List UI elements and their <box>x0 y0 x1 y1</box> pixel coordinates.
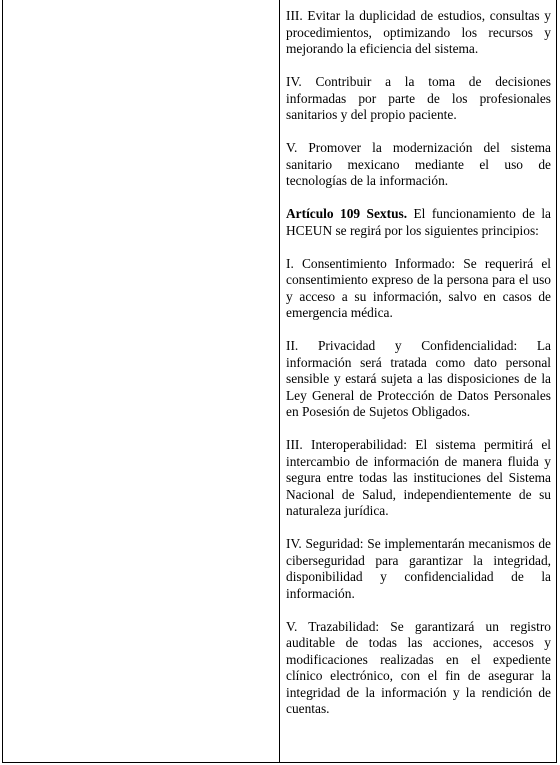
principle-privacidad <box>286 338 551 421</box>
paragraph-text: El funcionamiento de la HCEUN se regirá por los siguientes principios: <box>286 206 551 238</box>
paragraph-item-v-promover <box>286 140 551 190</box>
paragraph-text: IV. Seguridad: Se implementarán mecanismos de ciberseguridad para garantizar la integridad, disponibilidad y confidencialidad de la información. <box>286 536 551 601</box>
left-column-empty-cell <box>3 0 280 762</box>
right-column-cell <box>280 0 556 762</box>
article-number: Artículo 109 Sextus. <box>286 206 408 221</box>
comparison-table <box>2 0 557 763</box>
article-heading-paragraph <box>286 206 551 239</box>
paragraph-text: I. Consentimiento Informado: Se requerirá el consentimiento expreso de la persona para el uso y acceso a su información, salvo en casos de emergencia médica. <box>286 255 551 320</box>
paragraph-text: IV. Contribuir a la toma de decisiones informadas por parte de los profesionales sanitarios y del propio paciente. <box>286 74 551 122</box>
paragraph-text: II. Privacidad y Confidencialidad: La información será tratada como dato personal sensible y estará sujeta a las disposiciones de la Ley General de Protección de Datos Personales en Posesión de Sujetos Obligados. <box>286 338 551 419</box>
principle-interoperabilidad <box>286 437 551 520</box>
paragraph-text: V. Promover la modernización del sistema sanitario mexicano mediante el uso de tecnologías de la información. <box>286 140 551 188</box>
paragraph-text: V. Trazabilidad: Se garantizará un registro auditable de todas las acciones, accesos y modificaciones realizadas en el expediente clínico electrónico, con el fin de asegurar la integridad de la información y la rendición de cuentas. <box>286 618 551 716</box>
paragraph-text: III. Interoperabilidad: El sistema permitirá el intercambio de información de manera fluida y segura entre todas las instituciones del Sistema Nacional de Salud, independientemente de su naturaleza jurídica. <box>286 437 551 518</box>
paragraph-item-iii-evitar <box>286 8 551 58</box>
paragraph-text: III. Evitar la duplicidad de estudios, consultas y procedimientos, optimizando los recursos y mejorando la eficiencia del sistema. <box>286 8 551 56</box>
principle-consentimiento <box>286 256 551 322</box>
paragraph-item-iv-contribuir <box>286 74 551 124</box>
article-text <box>286 8 551 718</box>
principle-trazabilidad <box>286 619 551 718</box>
principle-seguridad <box>286 536 551 602</box>
